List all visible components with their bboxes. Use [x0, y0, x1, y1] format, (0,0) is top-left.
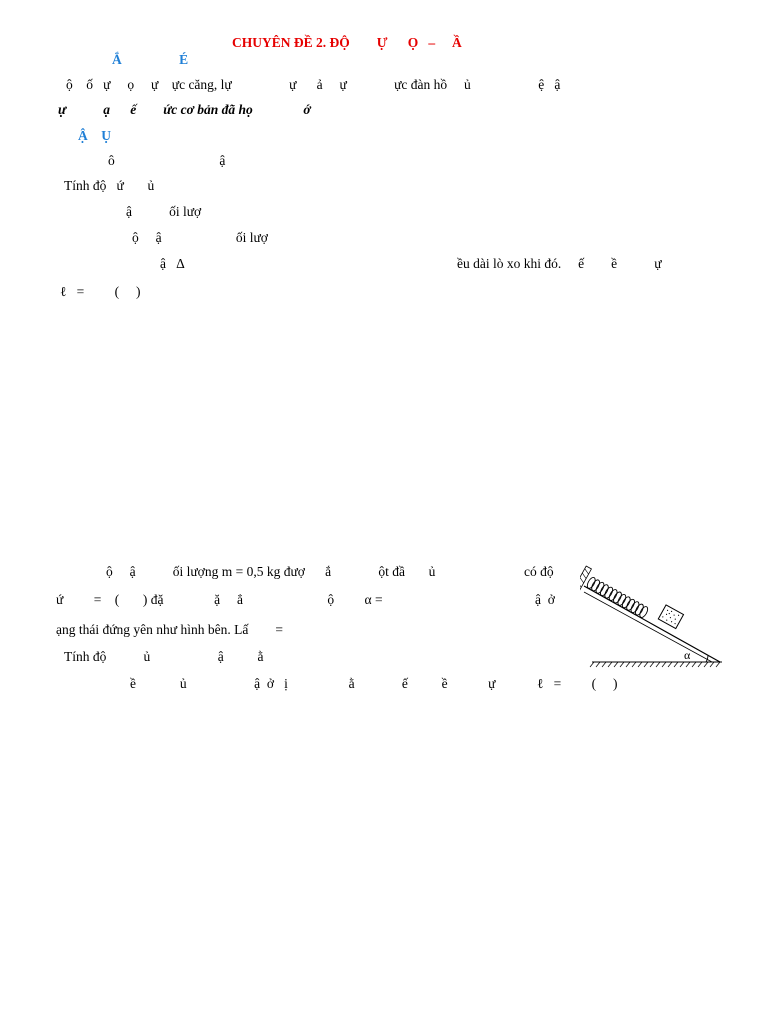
incline-underside: [584, 592, 712, 662]
ground-hatching: [590, 662, 720, 667]
problem2-formula: ℓ = ( ): [537, 676, 618, 691]
intro-line-2: ự ạ ế ức cơ bản đã họ ớ: [58, 102, 311, 117]
problem2-line-5: ề ủ ậ ở ị ằ ế ề ự: [130, 676, 496, 691]
problem1-line-5-left: ậ Δ: [160, 256, 185, 271]
intro-line-1: ộ ố ự ọ ự ực căng, lự ự ả ự ực đàn hồ ủ ệ ậ: [66, 77, 561, 92]
angle-label: α: [684, 648, 691, 662]
chapter-title: CHUYÊN ĐỀ 2. ĐỘ Ự Ọ – Ầ: [232, 35, 462, 50]
section-heading-theory: Ắ É: [112, 52, 189, 67]
problem1-line-3: ậ ối lượ: [126, 204, 202, 219]
problem2-line-2a: ứ = ( ) đặ ặ ẳ ộ α =: [56, 592, 383, 607]
section-heading-application: Ậ Ụ: [78, 128, 111, 143]
problem1-line-4: ộ ậ ối lượ: [132, 230, 268, 245]
problem1-line-1: ô ậ: [108, 153, 226, 168]
problem2-line-1a: ộ ậ ối lượng m = 0,5 kg đượ ắ ột đầ ủ: [106, 564, 436, 579]
incline-spring-figure: [580, 556, 730, 672]
spring-coil: [586, 576, 650, 618]
problem2-question-a: Tính độ ủ ậ ằ: [64, 649, 264, 664]
problem2-line-2b: ậ ở: [535, 592, 555, 607]
problem1-line-5-right: ều dài lò xo khi đó. ế ề ự: [457, 256, 662, 271]
problem2-line-1b: có độ: [524, 564, 554, 579]
incline-surface: [584, 586, 720, 662]
problem1-formula: ℓ = ( ): [60, 284, 141, 299]
problem1-question-a: Tính độ ứ ủ: [64, 178, 155, 193]
block-mass: [658, 605, 683, 629]
problem2-line-3: ạng thái đứng yên như hình bên. Lấ =: [56, 622, 283, 637]
